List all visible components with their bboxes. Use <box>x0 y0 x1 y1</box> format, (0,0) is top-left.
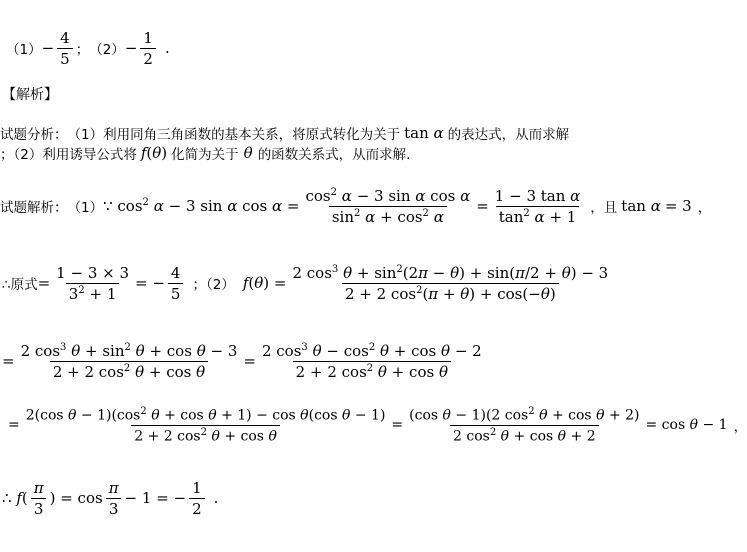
analysis-text-2a: ；（2）利用诱导公式将 <box>0 147 137 163</box>
analysis-text-2b: 化简为关于 <box>171 147 239 163</box>
analysis-label: 试题分析： <box>0 127 68 143</box>
minus-sign: − <box>124 39 138 57</box>
analysis-line-1 <box>0 123 569 143</box>
answer-part1-fraction: $\frac{4}{5}$ <box>57 29 73 68</box>
given-tan: tan α <box>621 197 661 215</box>
answer-end: . <box>164 39 170 57</box>
solution-line-4: = $\frac{2(\cos \theta - 1)(\cos^2 \theta + \cos \theta + 1) - \cos \theta(\cos \theta - 1)}{2 + 2 \cos^2 \theta + \cos \theta}$ = $\frac{(\cos \theta - 1)(2 \cos^2 \theta + \cos \theta + 2)}{2 \cos^2 \theta + \cos \theta + 2}$ = cos θ − 1 ， <box>8 405 747 445</box>
equation-part1: ∵ $\cos^2 \alpha - 3$ sin α cos α = $\frac{\cos^2 \alpha - 3 \sin \alpha \cos \alpha}{\sin^2 \alpha + \cos^2 \alpha}$ = $\frac{\text{1 − 3 tan α}}{\tan^2 \alpha + 1}$ <box>103 186 581 226</box>
solution-part2-label: ；（2） <box>192 277 235 293</box>
yuanshi-label: ∴原式 <box>2 277 38 293</box>
minus-sign: − <box>41 39 55 57</box>
analysis-text-2c: 的函数关系式，从而求解. <box>257 147 411 163</box>
answer-separator: ； <box>75 42 90 58</box>
f-theta-definition: f(θ) = $\frac{2 \cos^3 \theta + \sin^2(2\pi - \theta) + \sin(\pi/2 + \theta) - 3}{2 + 2 \cos^2(\pi + \theta) + \cos(-\theta)}$ <box>242 263 609 303</box>
solution-line-5: ∴ f( $\frac{\pi}{3}$ ) = cos $\frac{\pi}{3}$ − 1 = − $\frac{1}{2}$ . <box>2 478 219 518</box>
section-title: 【解析】 <box>2 87 58 103</box>
answer-part2-label: （2） <box>89 42 125 58</box>
given-value: = 3 <box>664 197 692 215</box>
tan-alpha-expr: tan α <box>404 124 444 142</box>
answer-part1-label: （1） <box>6 42 42 58</box>
analysis-text-1a: （1）利用同角三角函数的基本关系，将原式转化为关于 <box>67 127 401 143</box>
solution-line-3: = $\frac{2 \cos^3 \theta + \sin^2 \theta + \cos \theta - 3}{2 + 2 \cos^2 \theta + \cos \theta}$ = $\frac{2 \cos^3 \theta - \cos^2 \theta + \cos \theta - 2}{2 + 2 \cos^2 \theta + \cos \theta}$ <box>2 341 482 381</box>
given-text: ，且 <box>590 200 618 216</box>
solution-part1-label: （1） <box>67 200 104 216</box>
solution-line-1: 试题解析： （1） ∵ $\cos^2 \alpha - 3$ sin α cos α = $\frac{\cos^2 \alpha - 3 \sin \alpha \cos \alpha}{\sin^2 \alpha + \cos^2 \alpha}$ = $\frac{\text{1 − 3 tan α}}{\tan^2 \alpha + 1}$ ，且 tan α = 3 ， <box>0 186 712 226</box>
answer-part2-fraction: $\frac{1}{2}$ <box>140 29 156 68</box>
analysis-text-1b: 的表达式，从而求解 <box>447 127 570 143</box>
solution-line-2: ∴原式 = $\frac{1 - 3 \times 3}{3^2 + 1}$ = − $\frac{4}{5}$ ；（2） f(θ) = $\frac{2 \cos^3 \theta + \sin^2(2\pi - \theta) + \sin(\pi/2 + \theta) - 3}{2 + 2 \cos^2(\pi + \theta) + \cos(-\theta)}$ <box>2 258 614 308</box>
analysis-line-2 <box>0 143 410 163</box>
theta-symbol: θ <box>243 144 253 162</box>
answer-line <box>6 28 170 68</box>
f-theta-expr: f(θ) <box>140 144 168 162</box>
solution-label: 试题解析： <box>0 200 68 216</box>
result-fraction: $\frac{1 - 3 \times 3}{3^2 + 1}$ <box>56 263 130 303</box>
